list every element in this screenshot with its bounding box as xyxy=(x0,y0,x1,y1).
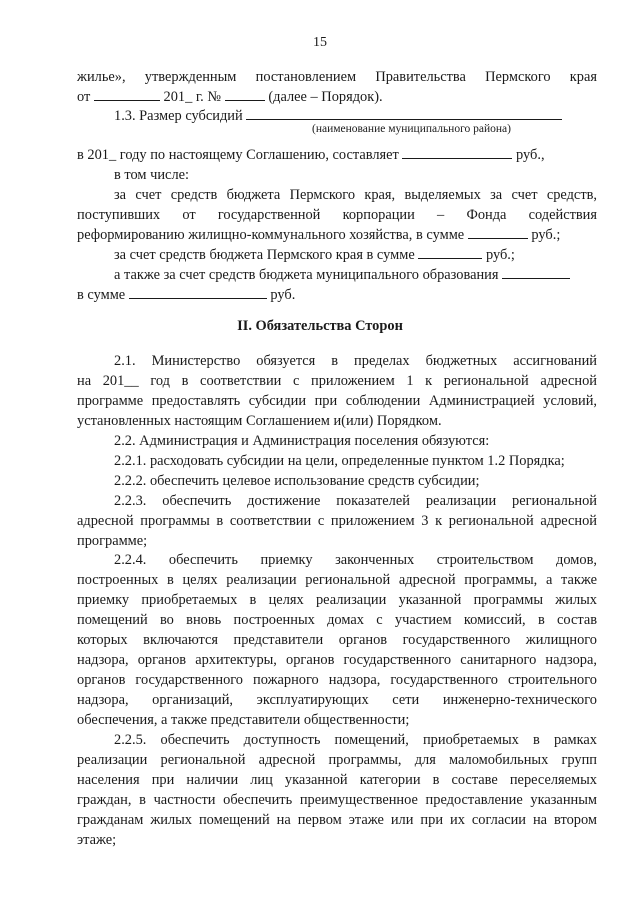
text-line: адресной программы в соответствии с приложением 3 к региональной адресной xyxy=(77,513,597,529)
text-line: поступивших от государственной корпорации – Фонда содействия xyxy=(77,207,597,223)
fill-blank xyxy=(246,106,562,120)
fill-blank xyxy=(129,285,267,299)
text-line: 2.2. Администрация и Администрация поселения обязуются: xyxy=(114,433,490,449)
text-line: на 201__ год в соответствии с приложением 1 к региональной адресной xyxy=(77,373,597,389)
text-line: установленных настоящим Соглашением и(или) Порядком. xyxy=(77,413,442,429)
text-line: построенных в целях реализации региональной адресной программы, а также xyxy=(77,572,597,588)
text-fragment: в сумме xyxy=(77,287,126,303)
text-line: приемку приобретаемых в целях реализации указанной программы жилых xyxy=(77,592,597,608)
text-line: 2.2.1. расходовать субсидии на цели, определенные пунктом 1.2 Порядка; xyxy=(114,453,565,469)
text-line: этаже; xyxy=(77,832,117,848)
fill-blank xyxy=(94,87,160,101)
text-line: помещений во вновь построенных домах с участием комиссий, в состав xyxy=(77,612,597,628)
text-line: жилье», утвержденным постановлением Правительства Пермского края xyxy=(77,69,597,85)
field-caption: (наименование муниципального района) xyxy=(312,123,511,135)
fill-blank xyxy=(418,245,482,259)
text-line: органов государственного пожарного надзора, государственного строительного xyxy=(77,672,597,688)
text-line: за счет средств бюджета Пермского края, выделяемых за счет средств, xyxy=(114,187,597,203)
text-fragment: реформированию жилищно-коммунального хозяйства, в сумме xyxy=(77,227,465,243)
text-line: программе предоставлять субсидии при соблюдении Администрацией условий, xyxy=(77,393,597,409)
fill-blank xyxy=(225,87,265,101)
text-fragment: руб., xyxy=(516,147,545,163)
fill-blank xyxy=(502,265,570,279)
fill-blank xyxy=(468,225,528,239)
text-line xyxy=(77,87,597,107)
text-line: гражданам жилых помещений на первом этаже или при их согласии на втором xyxy=(77,812,597,828)
text-fragment: а также за счет средств бюджета муниципального образования xyxy=(114,267,499,283)
text-line xyxy=(77,285,597,305)
text-line: надзора, органов архитектуры, органов государственного санитарного надзора, xyxy=(77,652,597,668)
text-line: 2.1. Министерство обязуется в пределах бюджетных ассигнований xyxy=(114,353,597,369)
text-line: населения при наличии лиц указанной категории в составе переселяемых xyxy=(77,772,597,788)
text-fragment: руб.; xyxy=(531,227,561,243)
page-number: 15 xyxy=(313,35,327,50)
text-line: граждан, в частности обеспечить преимущественное предоставление указанным xyxy=(77,792,597,808)
text-line: 2.2.2. обеспечить целевое использование средств субсидии; xyxy=(114,473,480,489)
text-fragment: от xyxy=(77,89,91,105)
text-fragment: руб.; xyxy=(485,247,515,263)
text-line: программе; xyxy=(77,533,148,549)
text-line: которых включаются представители органов государственного жилищного xyxy=(77,632,597,648)
text-fragment: за счет средств бюджета Пермского края в сумме xyxy=(114,247,415,263)
section-heading: II. Обязательства Сторон xyxy=(237,318,403,334)
fill-blank xyxy=(402,145,512,159)
text-line: надзора, организаций, эксплуатирующих сети инженерно-технического xyxy=(77,692,597,708)
text-line xyxy=(114,265,597,285)
text-line xyxy=(77,225,597,245)
text-fragment: 1.3. Размер субсидий xyxy=(114,108,243,124)
text-line xyxy=(114,245,597,265)
text-line: в том числе: xyxy=(114,167,190,183)
text-fragment: (далее – Порядок). xyxy=(268,89,383,105)
text-line: реализации региональной адресной программы, для маломобильных групп xyxy=(77,752,597,768)
text-fragment: 201_ г. № xyxy=(163,89,222,105)
text-line: 2.2.5. обеспечить доступность помещений, приобретаемых в рамках xyxy=(114,732,597,748)
text-fragment: руб. xyxy=(270,287,296,303)
text-line: 2.2.3. обеспечить достижение показателей реализации региональной xyxy=(114,493,597,509)
text-line: 2.2.4. обеспечить приемку законченных строительством домов, xyxy=(114,552,597,568)
text-line xyxy=(77,145,597,165)
text-fragment: в 201_ году по настоящему Соглашению, составляет xyxy=(77,147,399,163)
text-line: обеспечения, а также представители общественности; xyxy=(77,712,410,728)
